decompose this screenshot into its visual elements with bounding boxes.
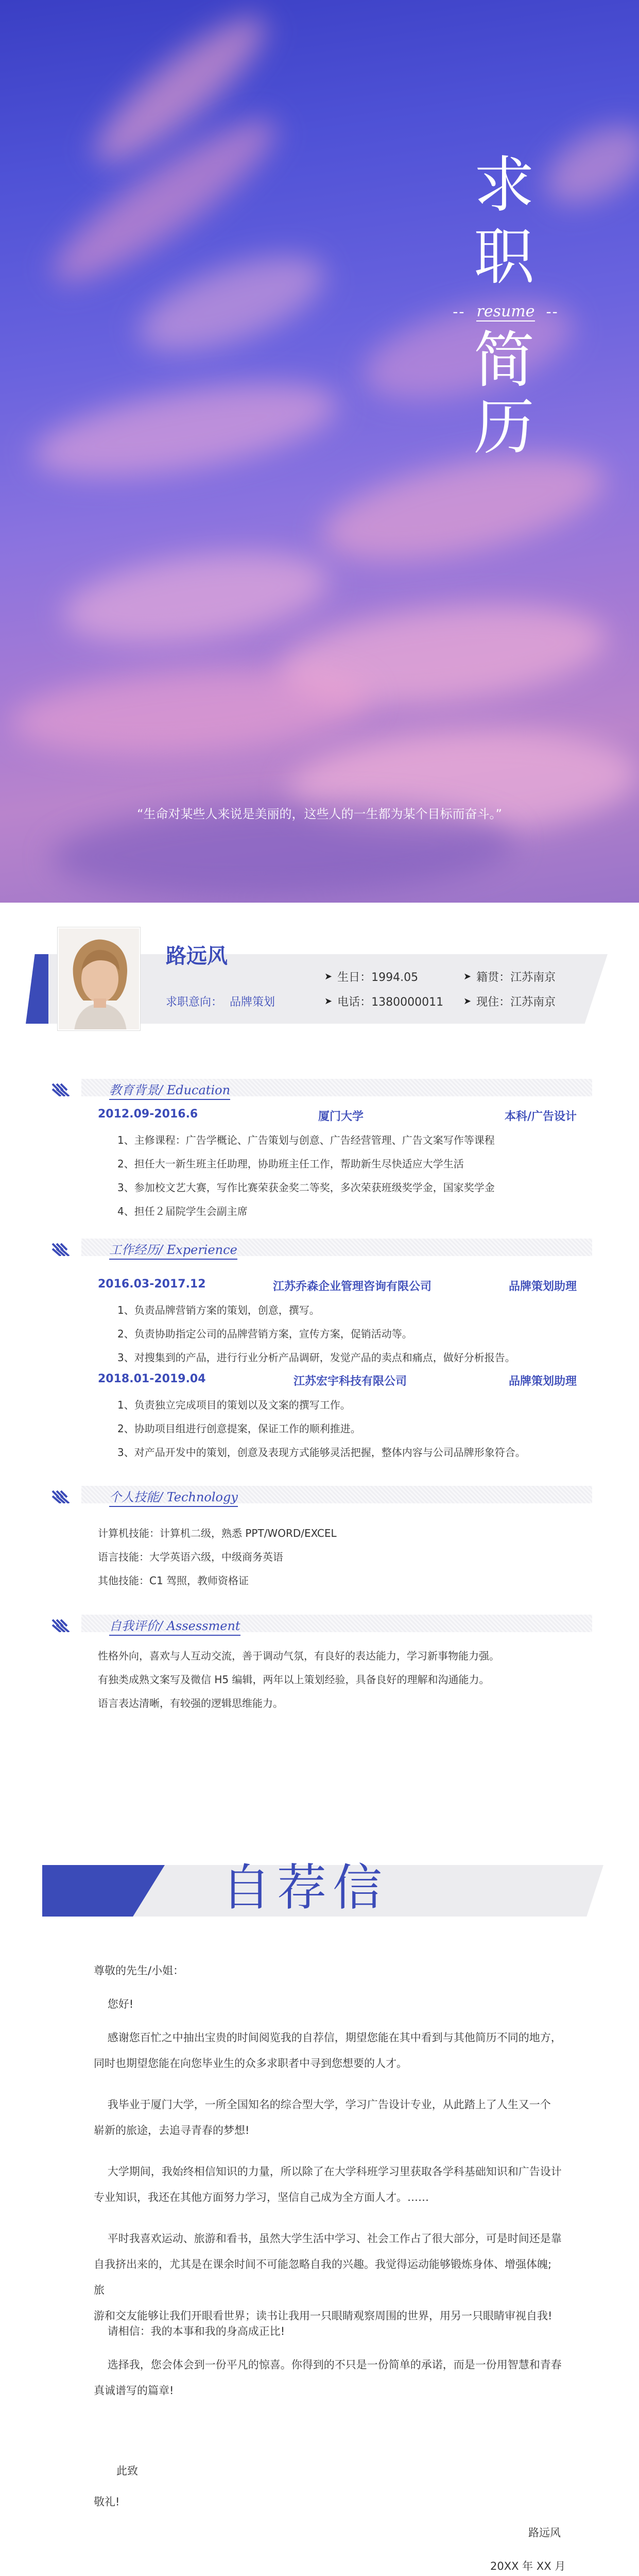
assessment-heading (51, 1613, 592, 1633)
phone-text: 电话：1380000011 (337, 996, 444, 1009)
work-company: 江苏宏宇科技有限公司 (293, 1375, 407, 1388)
work-entry-1 (98, 1278, 577, 1295)
job-intent-value: 品牌策划 (230, 996, 275, 1009)
assessment-item: 语言表达清晰，有较强的逻辑思维能力。 (98, 1697, 283, 1709)
skill-item: 语言技能：大学英语六级，中级商务英语 (98, 1551, 283, 1563)
work-period: 2016.03-2017.12 (98, 1278, 206, 1291)
education-heading (51, 1077, 592, 1097)
work-title-role: 品牌策划助理 (508, 1280, 577, 1293)
job-intent-label: 求职意向： (166, 996, 223, 1009)
assessment-item: 性格外向，喜欢与人互动交流，善于调动气氛，有良好的表达能力，学习新事物能力强。 (98, 1650, 499, 1662)
cover-title-char-4: 历 (474, 392, 535, 463)
assessment-title: 自我评价/ Assessment (109, 1616, 240, 1636)
education-entry (98, 1108, 577, 1125)
letter-line: 我毕业于厦门大学，一所全国知名的综合型大学，学习广告设计专业，从此踏上了人生又一个 (94, 2098, 551, 2111)
birth-text: 生日：1994.05 (337, 971, 419, 984)
education-item: 2、担任大一新生班主任助理，协助班主任工作，帮助新生尽快适应大学生活 (117, 1158, 464, 1170)
skill-item: 计算机技能：计算机二级，熟悉 PPT/WORD/EXCEL (98, 1527, 337, 1539)
cover-title-char-2: 职 (474, 222, 535, 293)
job-intent (166, 993, 275, 1009)
origin-text: 籍贯：江苏南京 (476, 971, 556, 984)
skill-item: 其他技能：C1 驾照，教师资格证 (98, 1574, 249, 1587)
letter-paragraph (94, 2226, 560, 2329)
letter-paragraph (94, 2159, 560, 2210)
stripes-icon (51, 1615, 77, 1632)
resume-dash-right: -- (546, 302, 559, 321)
work-company: 江苏乔森企业管理咨询有限公司 (273, 1280, 432, 1293)
arrow-icon: ➤ (324, 971, 333, 982)
letter-paragraph (94, 2025, 560, 2076)
letter-line: 尊敬的先生/小姐： (94, 1964, 184, 1977)
letter-paragraph (94, 1991, 560, 2017)
letter-line: 同时也期望您能在向您毕业生的众多求职者中寻到您想要的人才。 (94, 2057, 407, 2070)
education-item: 1、主修课程：广告学概论、广告策划与创意、广告经营管理、广告文案写作等课程 (117, 1134, 495, 1146)
letter-signature: 路远风 (528, 2527, 561, 2539)
skills-heading (51, 1484, 592, 1504)
stripes-icon (51, 1486, 77, 1503)
profile-header (0, 903, 639, 1057)
letter-paragraph (94, 2318, 560, 2344)
letter-line: 请相信：我的本事和我的身高成正比! (94, 2325, 285, 2337)
work-item: 3、对产品开发中的策划，创意及表现方式能够灵活把握，整体内容与公司品牌形象符合。 (117, 1446, 526, 1459)
info-phone (324, 993, 443, 1009)
resume-dash-left: -- (453, 302, 465, 321)
letter-line: 大学期间，我始终相信知识的力量，所以除了在大学科班学习里获取各学科基础知识和广告设计 (94, 2165, 562, 2178)
letter-line: 选择我，您会体会到一份平凡的惊喜。你得到的不只是一份简单的承诺，而是一份用智慧和青春 (94, 2359, 562, 2371)
education-item: 3、参加校文艺大赛，写作比赛荣获金奖二等奖，多次荣获班级奖学金，国家奖学金 (117, 1181, 495, 1194)
stripes-icon (51, 1239, 77, 1256)
letter-line: 真诚谱写的篇章! (94, 2384, 174, 2397)
education-title: 教育背景/ Education (109, 1080, 230, 1100)
work-item: 2、负责协助指定公司的品牌营销方案，宣传方案，促销活动等。 (117, 1328, 412, 1340)
work-entry-2 (98, 1372, 577, 1390)
letter-line: 游和交友能够让我们开眼看世界；读书让我用一只眼睛观察周围的世界，用另一只眼睛审视自我! (94, 2310, 552, 2322)
cover-title-char-3: 简 (474, 325, 535, 396)
resume-word: resume (476, 302, 535, 320)
letter-line: 自我挤出来的，尤其是在课余时间不可能忽略自我的兴趣。我觉得运动能够锻炼身体、增强体魄; 旅 (94, 2258, 552, 2296)
letter-paragraph (94, 2352, 560, 2403)
work-title-role: 品牌策划助理 (508, 1375, 577, 1388)
work-title: 工作经历/ Experience (109, 1240, 237, 1260)
profile-name: 路远风 (166, 944, 228, 968)
work-heading (51, 1236, 592, 1257)
arrow-icon: ➤ (463, 996, 472, 1007)
letter-closing-2: 敬礼! (94, 2496, 120, 2508)
letter-line: 崭新的旅途，去追寻青春的梦想! (94, 2124, 250, 2137)
cover (0, 0, 639, 903)
skills-title: 个人技能/ Technology (109, 1487, 238, 1507)
info-residence (463, 993, 556, 1009)
info-birth (324, 969, 418, 985)
profile-photo (58, 927, 140, 1030)
letter-line: 平时我喜欢运动、旅游和看书，虽然大学生活中学习、社会工作占了很大部分，可是时间还是靠 (94, 2232, 562, 2245)
assessment-item: 有独类成熟文案写及微信 H5 编辑，两年以上策划经验，具备良好的理解和沟通能力。 (98, 1673, 490, 1686)
work-item: 2、协助项目组进行创意提案，保证工作的顺利推进。 (117, 1422, 361, 1435)
letter-line: 您好! (94, 1998, 134, 2010)
residence-text: 现住：江苏南京 (476, 996, 556, 1009)
letter-closing-1: 此致 (116, 2465, 138, 2477)
work-item: 1、负责独立完成项目的策划以及文案的撰写工作。 (117, 1399, 351, 1411)
info-origin (463, 969, 556, 985)
letter-date: 20XX 年 XX 月 (490, 2560, 566, 2572)
stripes-icon (51, 1079, 77, 1096)
letter-paragraph (94, 2092, 560, 2143)
education-item: 4、担任２届院学生会副主席 (117, 1205, 248, 1217)
education-school: 厦门大学 (318, 1110, 364, 1123)
resume-subtitle (439, 299, 573, 325)
letter-title: 自荐信 (221, 1859, 388, 1917)
work-period: 2018.01-2019.04 (98, 1372, 206, 1385)
profile-accent (26, 954, 48, 1024)
work-item: 3、对搜集到的产品，进行行业分析产品调研，发觉产品的卖点和痛点，做好分析报告。 (117, 1351, 515, 1364)
letter-line: 专业知识，我还在其他方面努力学习，坚信自己成为全方面人才。…… (94, 2191, 429, 2204)
cover-title-char-1: 求 (474, 149, 535, 221)
arrow-icon: ➤ (463, 971, 472, 982)
letter-line: 感谢您百忙之中抽出宝贵的时间阅览我的自荐信，期望您能在其中看到与其他简历不同的地方， (94, 2031, 562, 2044)
cover-motto: “生命对某些人来说是美丽的，这些人的一生都为某个目标而奋斗。” (137, 807, 502, 821)
arrow-icon: ➤ (324, 996, 333, 1007)
letter-greeting (94, 1958, 560, 1984)
education-degree: 本科/广告设计 (504, 1110, 577, 1123)
education-period: 2012.09-2016.6 (98, 1108, 198, 1121)
work-item: 1、负责品牌营销方案的策划，创意，撰写。 (117, 1304, 320, 1316)
